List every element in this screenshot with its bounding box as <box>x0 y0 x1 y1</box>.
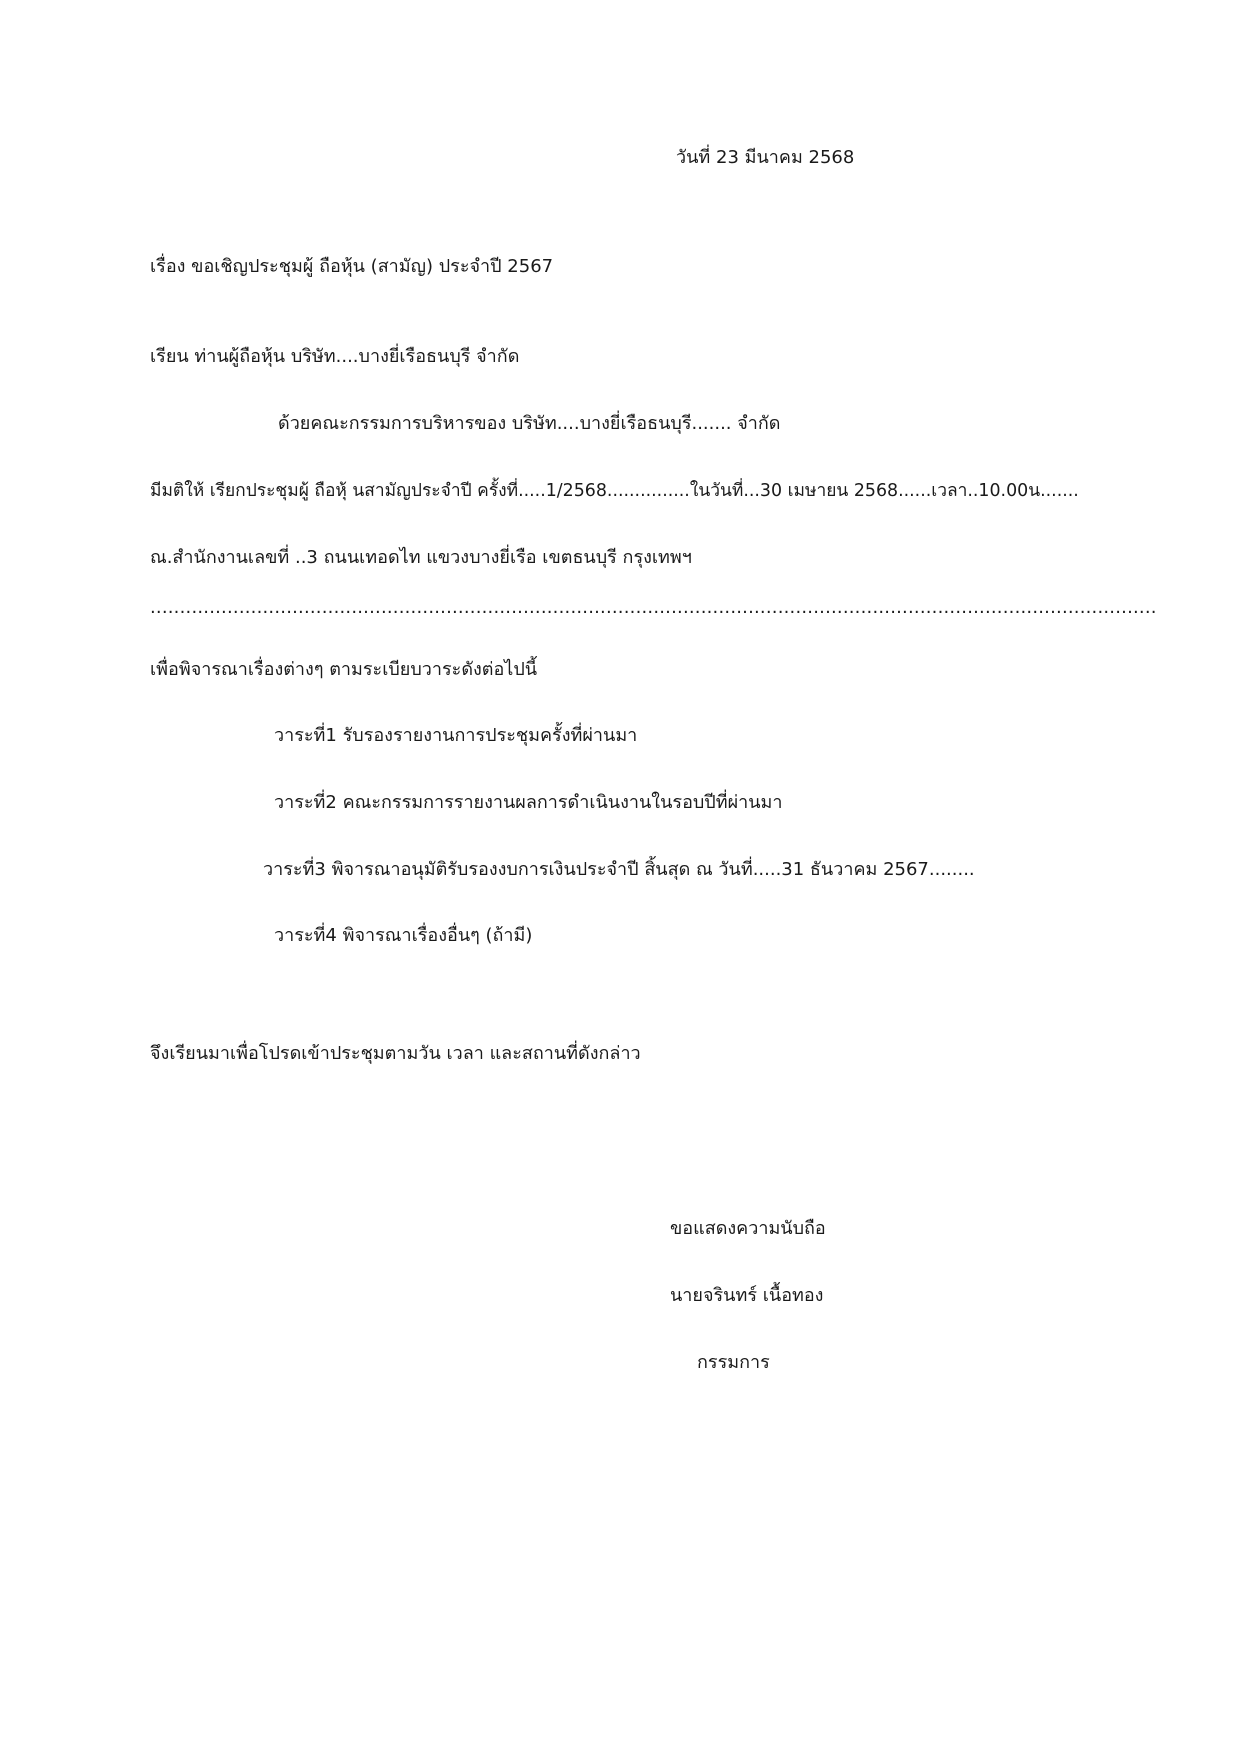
agenda-item: วาระที่2 คณะกรรมการรายงานผลการดำเนินงานในรอบปีที่ผ่านมา <box>274 792 783 813</box>
agenda-item: วาระที่4 พิจารณาเรื่องอื่นๆ (ถ้ามี) <box>274 925 533 946</box>
closing-sentence: จึงเรียนมาเพื่อโปรดเข้าประชุมตามวัน เวลา และสถานที่ดังกล่าว <box>150 1043 641 1064</box>
letter-date: วันที่ 23 มีนาคม 2568 <box>676 147 855 168</box>
agenda-item: วาระที่3 พิจารณาอนุมัติรับรองงบการเงินประจำปี สิ้นสุด ณ วันที่.....31 ธันวาคม 2567........ <box>263 859 975 880</box>
letter-paragraph-1: ด้วยคณะกรรมการบริหารของ บริษัท....บางยี่เรือธนบุรี....... จำกัด <box>278 413 781 434</box>
meeting-place: ณ.สำนักงานเลขที่ ..3 ถนนเทอดไท แขวงบางยี่เรือ เขตธนบุรี กรุงเทพฯ <box>150 547 692 568</box>
regards: ขอแสดงความนับถือ <box>670 1218 826 1239</box>
letter-subject: เรื่อง ขอเชิญประชุมผู้ ถือหุ้น (สามัญ) ประจำปี 2567 <box>150 256 554 277</box>
agenda-intro: เพื่อพิจารณาเรื่องต่างๆ ตามระเบียบวาระดังต่อไปนี้ <box>150 659 538 680</box>
dotted-line: .......................................................................................................................................................................... <box>150 597 1157 618</box>
agenda-item: วาระที่1 รับรองรายงานการประชุมครั้งที่ผ่านมา <box>274 725 638 746</box>
letter-addressee: เรียน ท่านผู้ถือหุ้น บริษัท....บางยี่เรือธนบุรี จำกัด <box>150 346 520 367</box>
signatory-position: กรรมการ <box>697 1352 770 1373</box>
signatory-name: นายจรินทร์ เนื้อทอง <box>670 1285 824 1306</box>
letter-paragraph-2: มีมติให้ เรียกประชุมผู้ ถือหุ้ นสามัญประจำปี ครั้งที่.....1/2568...............ในวันที่...30 เมษายน 2568......เวลา..10.00น....... <box>150 481 1079 501</box>
